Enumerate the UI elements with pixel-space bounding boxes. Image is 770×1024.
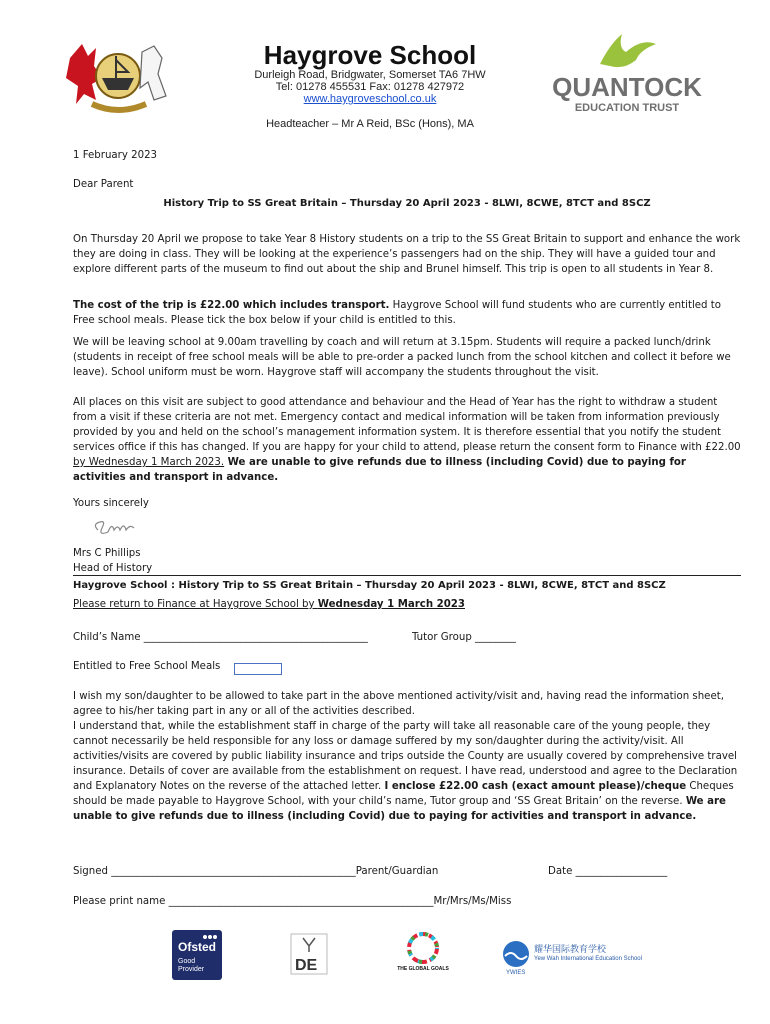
signature-field[interactable]: Signed ________________________________________________Parent/Guardian [73,866,439,877]
signatory-role: Head of History [73,563,153,574]
print-name-field[interactable]: Please print name ____________________________________________________Mr/Mrs/Ms/Miss [73,896,512,907]
trust-subtitle: EDUCATION TRUST [574,102,680,114]
school-website-link[interactable]: www.haygroveschool.co.uk [303,93,437,105]
paragraph-conditions: All places on this visit are subject to good attendance and behaviour and the Head of Year has the right to withdraw a student from a visit if these criteria are not met. Emergency contact and medical information will be taken from information previously provided by you and held on the school’s management information system. It is therefore essential that you notify the student services office if this has changed. If you are happy for your child to attend, please return the consent form to Finance with £22.00 by Wednesday 1 March 2023. We are unable to give refunds due to illness (including Covid) due to paying for activities and transport in advance. [73,397,741,483]
date-field[interactable]: Date __________________ [548,866,668,877]
return-instruction: Please return to Finance at Haygrove School by Wednesday 1 March 2023 [73,599,465,610]
trust-name: QUANTOCK [552,72,702,102]
school-address: Durleigh Road, Bridgwater, Somerset TA6 7HW [254,69,486,81]
wave-icon [502,940,530,968]
tutor-group-field[interactable]: Tutor Group ________ [412,632,516,643]
form-title: Haygrove School : History Trip to SS Great Britain – Thursday 20 April 2023 - 8LWI, 8CWE, 8TCT and 8SCZ [73,580,666,591]
ywies-abbr: YWIES [506,970,526,976]
letter-date: 1 February 2023 [73,150,158,161]
letter-greeting: Dear Parent [73,179,134,190]
consent-paragraph-1: I wish my son/daughter to be allowed to take part in the above mentioned activity/visit and, having read the information sheet, agree to his/her taking part in any or all of the activities described. [73,691,724,717]
form-divider [73,575,741,576]
closing: Yours sincerely [73,498,149,509]
letter-title: History Trip to SS Great Britain – Thursday 20 April 2023 - 8LWI, 8CWE, 8TCT and 8SCZ [163,198,651,209]
headteacher-line: Headteacher – Mr A Reid, BSc (Hons), MA [266,118,474,130]
ofsted-logo: Ofsted Good Provider [172,930,222,980]
stars-icon [202,933,218,941]
ywies-chinese-name: 耀华国际教育学校 [534,944,607,954]
paragraph-logistics: We will be leaving school at 9.00am travelling by coach and will return at 3.15pm. Students will require a packed lunch/drink (students in receipt of free school meals will be able to pre-order a packed lunch from the school kitchen and collect it before we leave). School uniform must be worn. Haygrove staff will accompany the students throughout the visit. [73,337,731,378]
child-name-field[interactable]: Child’s Name ____________________________________________ [73,632,368,643]
global-goals-wheel-icon [395,932,451,966]
school-crest-logo [62,38,174,116]
svg-text:DE: DE [295,957,318,974]
school-name: Haygrove School [263,40,477,70]
ywies-logo [500,940,650,980]
quantock-trust-logo [552,30,702,120]
paragraph-intro: On Thursday 20 April we propose to take Year 8 History students on a trip to the SS Great Britain to support and enhance the work they are doing in class. They will be looking at the experience’s passengers had on the ship. They will have a guided tour and explore different parts of the museum to find out about the ship and Brunel himself. This trip is open to all students in Year 8. [73,234,741,275]
duke-of-edinburgh-logo [289,932,329,976]
ywies-english-name: Yew Wah International Education School [534,956,642,962]
cost-statement: The cost of the trip is £22.00 which includes transport. [73,300,390,311]
signature-image [88,516,138,540]
bird-icon [552,30,702,74]
fsm-checkbox[interactable] [234,663,282,675]
consent-paragraph-2: I understand that, while the establishment staff in charge of the party will take all reasonable care of the young people, they cannot necessarily be held responsible for any loss or damage suffered by my son/daughter during the activity/visit. All activities/visits are covered by public liability insurance and trips outside the County are usually covered by comprehensive travel insurance. Details of cover are available from the establishment on request. I have read, understood and agree to the Declaration and Explanatory Notes on the reverse of the attached letter. I enclose £22.00 cash (exact amount please)/cheque Cheques should be made payable to Haygrove School, with your child’s name, Tutor group and ‘SS Great Britain’ on the reverse. We are unable to give refunds due to illness (including Covid) due to paying for activities and transport in advance. [73,721,738,822]
paragraph-cost: The cost of the trip is £22.00 which includes transport. Haygrove School will fund students who are currently entitled to Free school meals. Please tick the box below if your child is entitled to this. [73,300,721,326]
school-phone: Tel: 01278 455531 Fax: 01278 427972 [275,81,465,93]
global-goals-label: THE GLOBAL GOALS [397,966,449,972]
global-goals-logo [395,932,451,978]
signatory-name: Mrs C Phillips [73,548,141,559]
fsm-label: Entitled to Free School Meals [73,661,221,672]
